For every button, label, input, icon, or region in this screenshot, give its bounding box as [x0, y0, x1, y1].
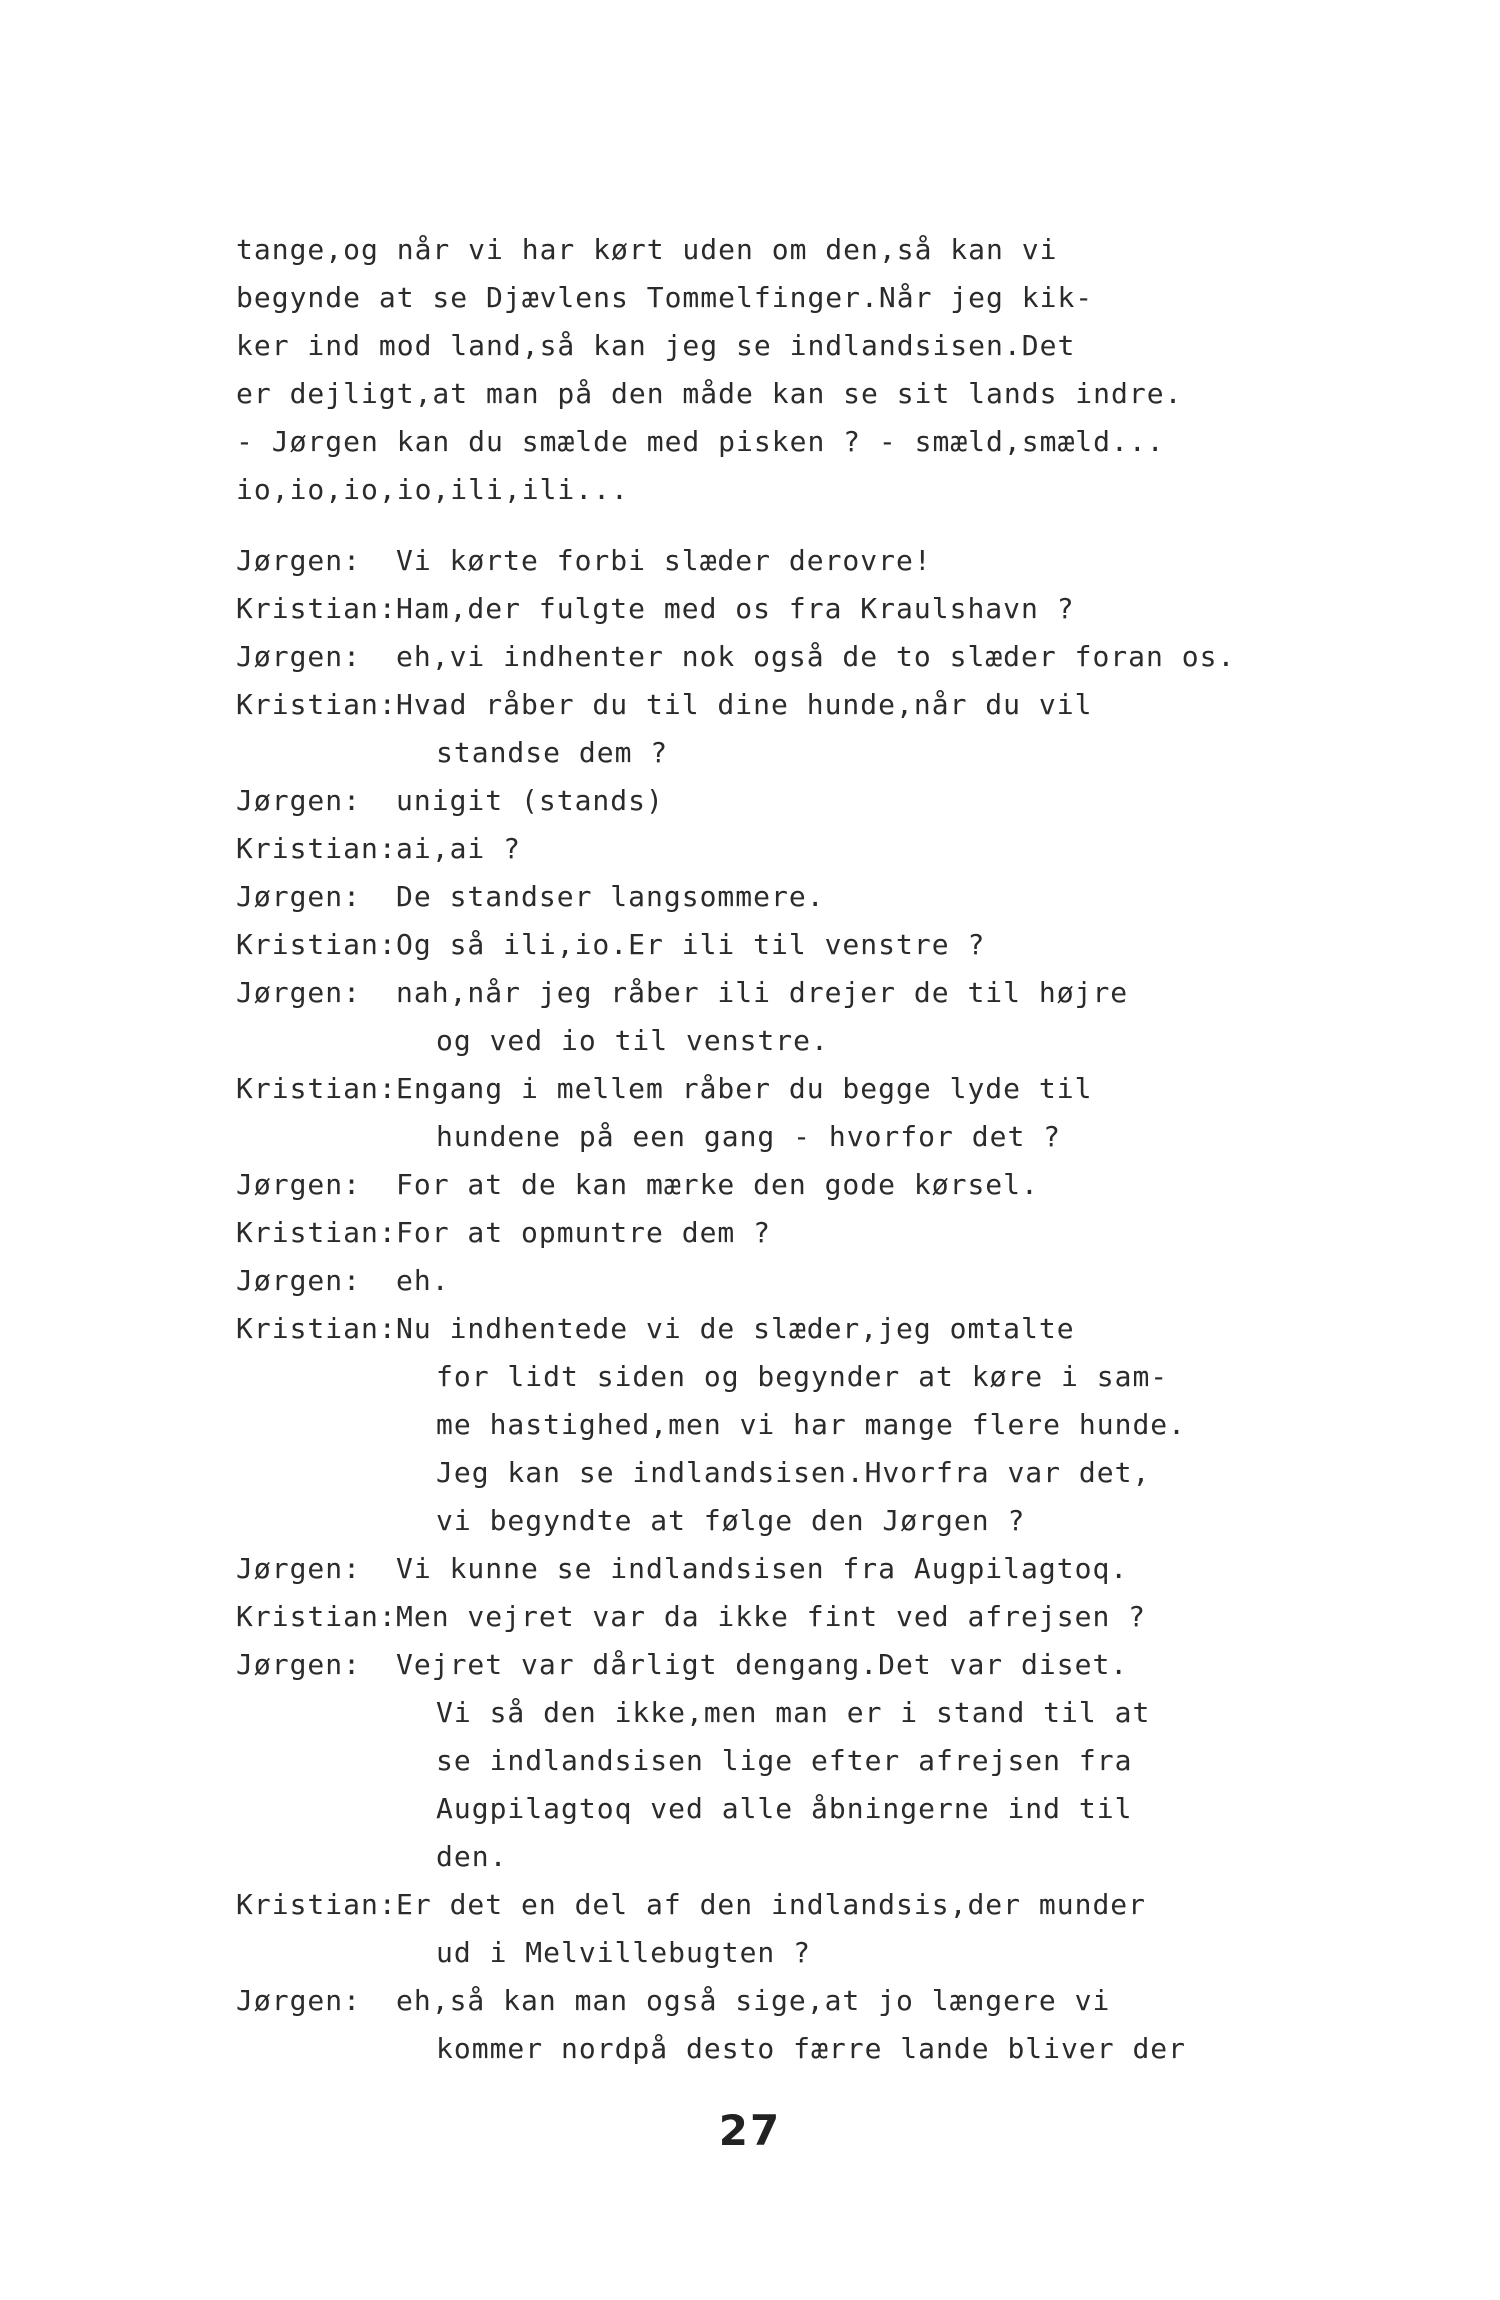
dialogue-entry: [236, 681, 1436, 777]
dialogue-text: se indlandsisen lige efter afrejsen fra: [436, 1744, 1133, 1777]
dialogue-text: eh,vi indhenter nok også de to slæder foran os.: [396, 640, 1236, 673]
dialogue-row: [236, 585, 1436, 633]
speaker-label: Jørgen:: [236, 640, 362, 673]
dialogue-section: [236, 537, 1436, 2073]
dialogue-row: [236, 1497, 1436, 1545]
dialogue-text: Vi kunne se indlandsisen fra Augpilagtoq.: [396, 1552, 1129, 1585]
dialogue-text: Vi kørte forbi slæder derovre!: [396, 544, 932, 577]
speaker-label: Jørgen:: [236, 784, 362, 817]
speaker-label: Kristian:: [236, 928, 397, 961]
dialogue-row: [236, 537, 1436, 585]
dialogue-text: Augpilagtoq ved alle åbningerne ind til: [436, 1792, 1133, 1825]
dialogue-row: [236, 1257, 1436, 1305]
dialogue-row: [236, 1401, 1436, 1449]
dialogue-entry: [236, 1545, 1436, 1593]
dialogue-text: eh,så kan man også sige,at jo længere vi: [396, 1984, 1111, 2017]
dialogue-row: [236, 1689, 1436, 1737]
speaker-label: Kristian:: [236, 592, 397, 625]
dialogue-text: Hvad råber du til dine hunde,når du vil: [396, 688, 1093, 721]
intro-line: er dejligt,at man på den måde kan se sit lands indre.: [236, 377, 1183, 410]
dialogue-entry: [236, 969, 1436, 1065]
dialogue-entry: [236, 633, 1436, 681]
dialogue-entry: [236, 873, 1436, 921]
intro-paragraph: [236, 226, 1416, 514]
speaker-label: Kristian:: [236, 1312, 397, 1345]
dialogue-row: [236, 1833, 1436, 1881]
dialogue-row: [236, 1929, 1436, 1977]
dialogue-text: eh.: [396, 1264, 450, 1297]
dialogue-entry: [236, 777, 1436, 825]
dialogue-entry: [236, 1305, 1436, 1545]
dialogue-text: Vejret var dårligt dengang.Det var diset.: [396, 1648, 1129, 1681]
dialogue-row: [236, 1881, 1436, 1929]
dialogue-row: [236, 2025, 1436, 2073]
dialogue-text: Ham,der fulgte med os fra Kraulshavn ?: [396, 592, 1075, 625]
dialogue-row: [236, 1113, 1436, 1161]
dialogue-text: For at opmuntre dem ?: [396, 1216, 772, 1249]
dialogue-text: Er det en del af den indlandsis,der munder: [396, 1888, 1147, 1921]
speaker-label: Kristian:: [236, 1072, 397, 1105]
intro-line: ker ind mod land,så kan jeg se indlandsisen.Det: [236, 329, 1076, 362]
dialogue-entry: [236, 825, 1436, 873]
dialogue-text: Engang i mellem råber du begge lyde til: [396, 1072, 1093, 1105]
dialogue-row: [236, 1353, 1436, 1401]
dialogue-entry: [236, 1209, 1436, 1257]
speaker-label: Jørgen:: [236, 880, 362, 913]
dialogue-text: Men vejret var da ikke fint ved afrejsen ?: [396, 1600, 1147, 1633]
dialogue-row: [236, 681, 1436, 729]
dialogue-entry: [236, 1161, 1436, 1209]
speaker-label: Jørgen:: [236, 1984, 362, 2017]
dialogue-entry: [236, 1065, 1436, 1161]
dialogue-entry: [236, 537, 1436, 585]
dialogue-row: [236, 1305, 1436, 1353]
dialogue-entry: [236, 585, 1436, 633]
dialogue-text: nah,når jeg råber ili drejer de til højre: [396, 976, 1129, 1009]
speaker-label: Kristian:: [236, 1216, 397, 1249]
dialogue-row: [236, 1641, 1436, 1689]
dialogue-row: [236, 1161, 1436, 1209]
dialogue-row: [236, 1065, 1436, 1113]
speaker-label: Jørgen:: [236, 1552, 362, 1585]
intro-line: tange,og når vi har kørt uden om den,så kan vi: [236, 233, 1058, 266]
dialogue-text: ai,ai ?: [396, 832, 522, 865]
page-number: 27: [718, 2106, 782, 2155]
dialogue-row: [236, 729, 1436, 777]
dialogue-entry: [236, 1593, 1436, 1641]
dialogue-entry: [236, 1257, 1436, 1305]
speaker-label: Kristian:: [236, 688, 397, 721]
dialogue-row: [236, 1209, 1436, 1257]
intro-line: begynde at se Djævlens Tommelfinger.Når jeg kik-: [236, 281, 1094, 314]
dialogue-entry: [236, 1641, 1436, 1881]
dialogue-row: [236, 921, 1436, 969]
dialogue-entry: [236, 1977, 1436, 2073]
dialogue-text: hundene på een gang - hvorfor det ?: [436, 1120, 1062, 1153]
dialogue-entry: [236, 1881, 1436, 1977]
dialogue-row: [236, 1785, 1436, 1833]
dialogue-text: Nu indhentede vi de slæder,jeg omtalte: [396, 1312, 1075, 1345]
dialogue-row: [236, 1977, 1436, 2025]
speaker-label: Jørgen:: [236, 1264, 362, 1297]
dialogue-text: for lidt siden og begynder at køre i sam-: [436, 1360, 1169, 1393]
dialogue-text: standse dem ?: [436, 736, 669, 769]
dialogue-row: [236, 1017, 1436, 1065]
dialogue-text: unigit (stands): [396, 784, 664, 817]
dialogue-row: [236, 633, 1436, 681]
speaker-label: Kristian:: [236, 1600, 397, 1633]
dialogue-text: ud i Melvillebugten ?: [436, 1936, 812, 1969]
dialogue-text: og ved io til venstre.: [436, 1024, 829, 1057]
dialogue-text: De standser langsommere.: [396, 880, 825, 913]
intro-line: io,io,io,io,ili,ili...: [236, 473, 629, 506]
speaker-label: Kristian:: [236, 832, 397, 865]
speaker-label: Jørgen:: [236, 1168, 362, 1201]
dialogue-text: Vi så den ikke,men man er i stand til at: [436, 1696, 1151, 1729]
dialogue-row: [236, 825, 1436, 873]
dialogue-text: Og så ili,io.Er ili til venstre ?: [396, 928, 986, 961]
dialogue-text: kommer nordpå desto færre lande bliver der: [436, 2032, 1187, 2065]
speaker-label: Jørgen:: [236, 1648, 362, 1681]
speaker-label: Kristian:: [236, 1888, 397, 1921]
dialogue-text: Jeg kan se indlandsisen.Hvorfra var det,: [436, 1456, 1151, 1489]
dialogue-row: [236, 1449, 1436, 1497]
dialogue-row: [236, 873, 1436, 921]
dialogue-entry: [236, 921, 1436, 969]
dialogue-row: [236, 777, 1436, 825]
dialogue-row: [236, 969, 1436, 1017]
dialogue-row: [236, 1737, 1436, 1785]
speaker-label: Jørgen:: [236, 976, 362, 1009]
dialogue-text: den.: [436, 1840, 508, 1873]
dialogue-text: For at de kan mærke den gode kørsel.: [396, 1168, 1039, 1201]
intro-line: - Jørgen kan du smælde med pisken ? - smæld,smæld...: [236, 425, 1165, 458]
dialogue-row: [236, 1593, 1436, 1641]
dialogue-text: vi begyndte at følge den Jørgen ?: [436, 1504, 1026, 1537]
dialogue-row: [236, 1545, 1436, 1593]
dialogue-text: me hastighed,men vi har mange flere hunde.: [436, 1408, 1187, 1441]
speaker-label: Jørgen:: [236, 544, 362, 577]
